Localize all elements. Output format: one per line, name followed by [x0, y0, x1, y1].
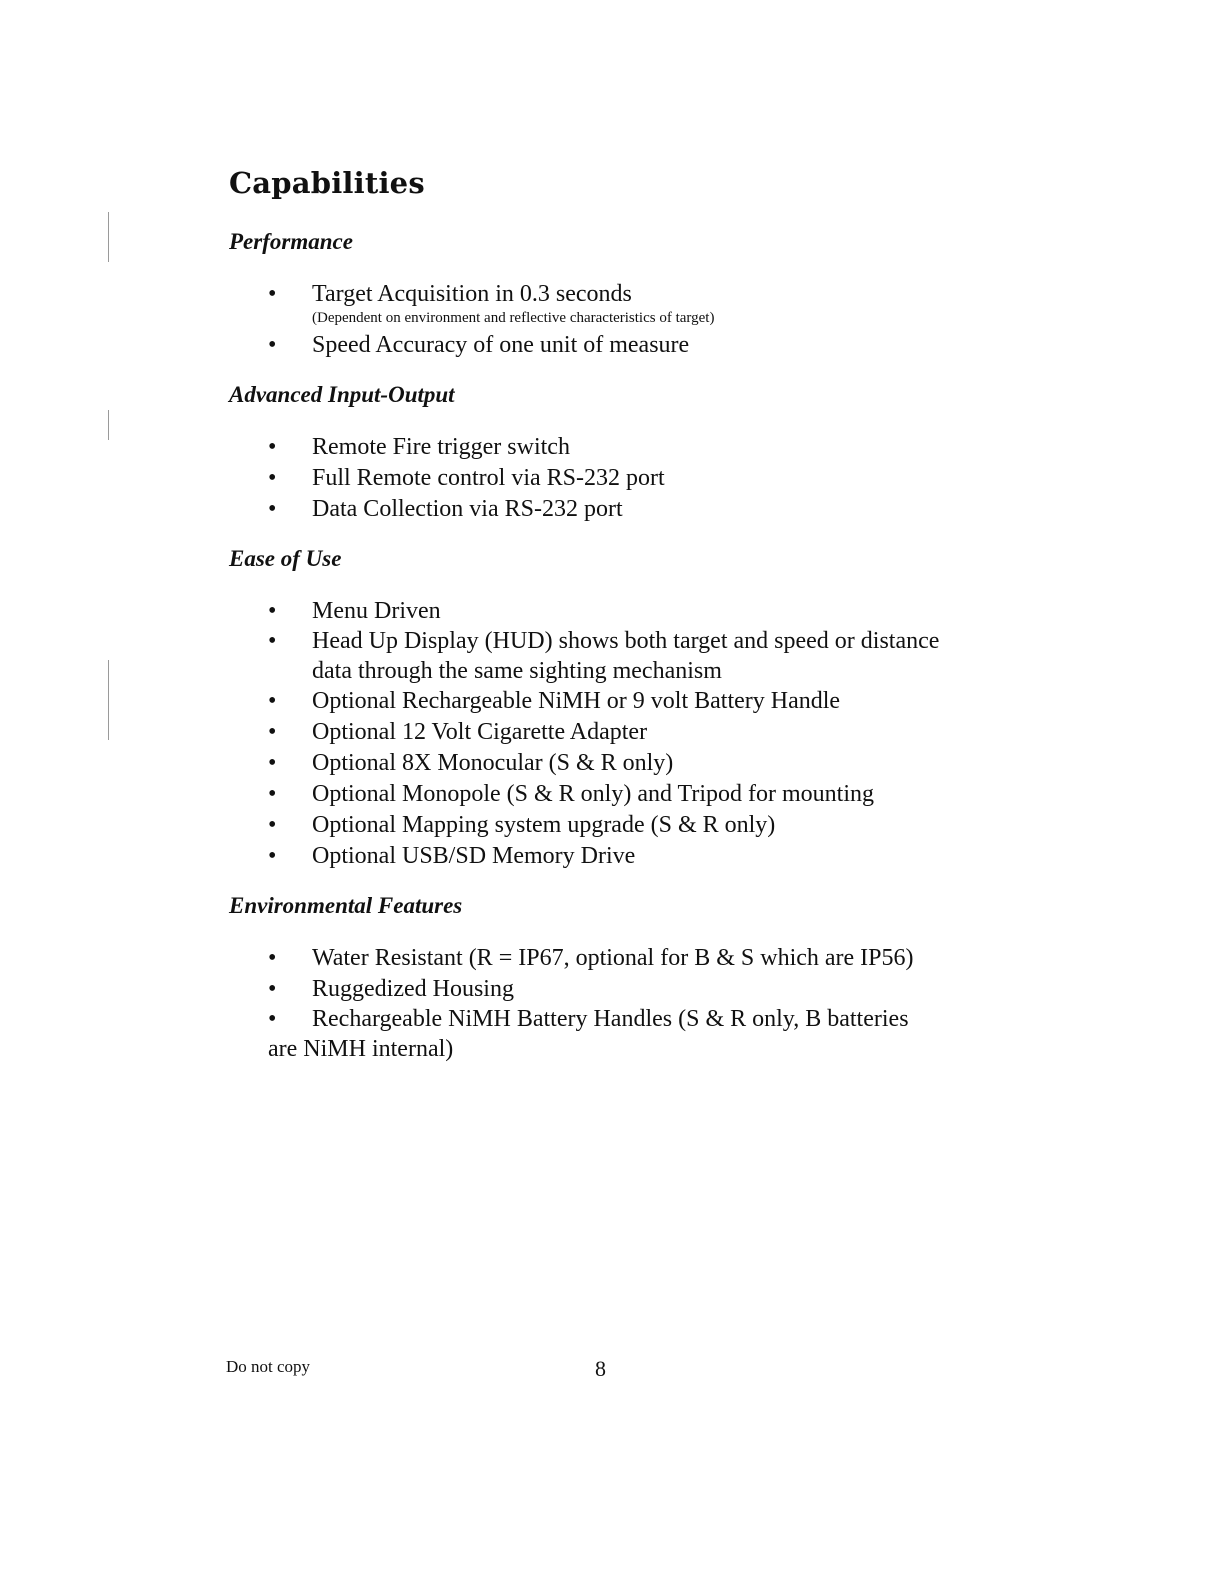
item-continuation: data through the same sighting mechanism [312, 658, 722, 684]
list-item [268, 463, 665, 493]
item-text: Optional Mapping system upgrade (S & R only) [312, 812, 776, 838]
item-text: Rechargeable NiMH Battery Handles (S & R only, B batteries [312, 1006, 909, 1032]
section-heading-ease-of-use: Ease of Use [229, 546, 342, 571]
item-text: Full Remote control via RS-232 port [312, 465, 665, 491]
item-text: Ruggedized Housing [312, 976, 514, 1002]
scan-speck [108, 410, 109, 440]
bullet-icon: • [268, 434, 277, 460]
list-item [268, 943, 914, 973]
item-text: Water Resistant (R = IP67, optional for B & S which are IP56) [312, 945, 914, 971]
item-text: Head Up Display (HUD) shows both target and speed or distance [312, 628, 940, 654]
list-item [268, 279, 714, 327]
list-item [268, 1004, 909, 1064]
list-item [268, 717, 647, 747]
item-text: Remote Fire trigger switch [312, 434, 570, 460]
list-item [268, 779, 874, 809]
list-item [268, 494, 623, 524]
list-item [268, 432, 570, 462]
section-heading-performance: Performance [229, 229, 353, 254]
item-text: Optional 8X Monocular (S & R only) [312, 750, 674, 776]
bullet-icon: • [268, 719, 277, 745]
bullet-icon: • [268, 1006, 277, 1032]
item-text: Target Acquisition in 0.3 seconds [312, 281, 632, 307]
page-title: Capabilities [229, 166, 425, 200]
page-number: 8 [595, 1356, 606, 1381]
bullet-icon: • [268, 750, 277, 776]
item-text: Data Collection via RS-232 port [312, 496, 623, 522]
scan-speck [108, 212, 109, 262]
list-item [268, 686, 840, 716]
list-item [268, 330, 689, 360]
list-item [268, 596, 441, 626]
section-heading-environmental-features: Environmental Features [229, 893, 463, 918]
bullet-icon: • [268, 598, 277, 624]
item-text: Speed Accuracy of one unit of measure [312, 332, 690, 358]
bullet-icon: • [268, 843, 277, 869]
item-text: Menu Driven [312, 598, 441, 624]
item-continuation: are NiMH internal) [268, 1036, 454, 1062]
bullet-icon: • [268, 688, 277, 714]
bullet-icon: • [268, 281, 277, 307]
item-text: Optional Rechargeable NiMH or 9 volt Battery Handle [312, 688, 841, 714]
item-text: Optional Monopole (S & R only) and Tripod for mounting [312, 781, 875, 807]
bullet-icon: • [268, 332, 277, 358]
list-item [268, 748, 673, 778]
item-text: Optional USB/SD Memory Drive [312, 843, 636, 869]
item-note: (Dependent on environment and reflective characteristics of target) [312, 310, 715, 326]
list-item [268, 841, 635, 871]
list-item [268, 810, 775, 840]
list-item [268, 974, 514, 1004]
section-heading-advanced-input-output: Advanced Input-Output [229, 382, 455, 407]
bullet-icon: • [268, 781, 277, 807]
item-text: Optional 12 Volt Cigarette Adapter [312, 719, 648, 745]
bullet-icon: • [268, 496, 277, 522]
scan-speck [108, 660, 109, 740]
bullet-icon: • [268, 465, 277, 491]
footer-copy-notice: Do not copy [226, 1357, 311, 1376]
list-item [268, 626, 939, 686]
bullet-icon: • [268, 976, 277, 1002]
bullet-icon: • [268, 945, 277, 971]
bullet-icon: • [268, 628, 277, 654]
bullet-icon: • [268, 812, 277, 838]
